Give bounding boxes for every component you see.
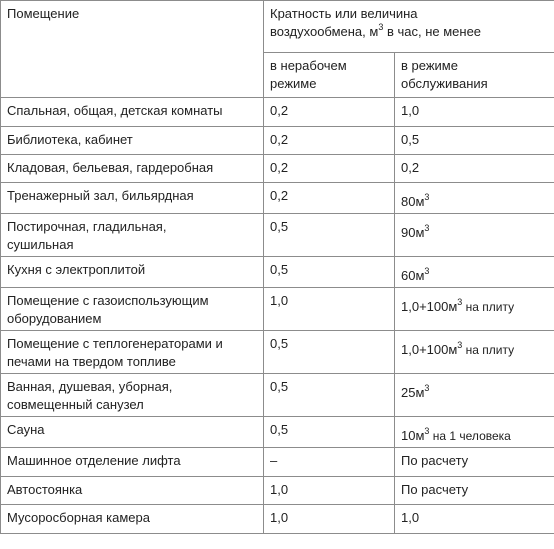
room-cell <box>1 374 264 417</box>
room-name-line2: печами на твердом топливе <box>7 354 176 369</box>
service-cell <box>395 374 554 417</box>
service-value: 10м <box>401 428 425 443</box>
service-cell <box>395 127 554 155</box>
header-nonworking-line2: режиме <box>270 76 317 91</box>
service-value: 1,0+100м <box>401 299 458 314</box>
room-name-line1: Автостоянка <box>7 482 83 497</box>
service-tail: на плиту <box>462 300 515 314</box>
room-name-line1: Кладовая, бельевая, гардеробная <box>7 160 214 175</box>
service-cell <box>395 505 554 534</box>
room-name-line1: Сауна <box>7 422 45 437</box>
room-name-line1: Машинное отделение лифта <box>7 453 181 468</box>
nonworking-value: 1,0 <box>270 482 289 497</box>
service-cell <box>395 448 554 477</box>
room-name-line1: Помещение с теплогенераторами и <box>7 336 223 351</box>
room-name-line1: Тренажерный зал, бильярдная <box>7 188 194 203</box>
nonworking-cell <box>264 183 395 214</box>
nonworking-cell <box>264 127 395 155</box>
table-row <box>1 98 554 127</box>
service-unit-sup: 3 <box>424 192 430 202</box>
table-row <box>1 331 554 374</box>
room-name-line1: Ванная, душевая, уборная, <box>7 379 173 394</box>
nonworking-value: 1,0 <box>270 293 289 308</box>
table-row <box>1 155 554 183</box>
service-unit-sup: 3 <box>457 340 463 350</box>
nonworking-value: 0,2 <box>270 160 289 175</box>
room-cell <box>1 257 264 288</box>
service-value: 0,5 <box>401 132 420 147</box>
nonworking-cell <box>264 257 395 288</box>
table-row <box>1 448 554 477</box>
header-row <box>1 1 554 53</box>
header-service <box>395 53 554 98</box>
service-unit-sup: 3 <box>424 426 430 436</box>
room-name-line1: Кухня с электроплитой <box>7 262 146 277</box>
service-value: 80м <box>401 194 425 209</box>
header-room <box>1 1 264 98</box>
table-row <box>1 257 554 288</box>
nonworking-cell <box>264 477 395 505</box>
table-row <box>1 183 554 214</box>
service-cell <box>395 288 554 331</box>
room-cell <box>1 98 264 127</box>
nonworking-cell <box>264 214 395 257</box>
service-value: 60м <box>401 268 425 283</box>
header-room-label: Помещение <box>7 6 80 21</box>
room-name-line1: Помещение с газоиспользующим <box>7 293 209 308</box>
service-value: 25м <box>401 385 425 400</box>
room-name-line1: Спальная, общая, детская комнаты <box>7 103 223 118</box>
room-cell <box>1 127 264 155</box>
nonworking-value: 0,5 <box>270 336 289 351</box>
table-row <box>1 288 554 331</box>
service-unit-sup: 3 <box>424 383 430 393</box>
nonworking-cell <box>264 417 395 448</box>
nonworking-value: 0,2 <box>270 188 289 203</box>
nonworking-value: – <box>270 453 278 468</box>
nonworking-cell <box>264 288 395 331</box>
nonworking-value: 0,2 <box>270 132 289 147</box>
service-cell <box>395 331 554 374</box>
table-row <box>1 214 554 257</box>
service-cell <box>395 98 554 127</box>
nonworking-value: 0,5 <box>270 379 289 394</box>
room-cell <box>1 288 264 331</box>
room-cell <box>1 417 264 448</box>
service-cell <box>395 214 554 257</box>
header-nonworking-line1: в нерабочем <box>270 58 347 73</box>
service-cell <box>395 477 554 505</box>
nonworking-value: 0,5 <box>270 219 289 234</box>
table-row <box>1 505 554 534</box>
service-value: 1,0 <box>401 510 420 525</box>
service-value: 0,2 <box>401 160 420 175</box>
room-cell <box>1 477 264 505</box>
service-value: 90м <box>401 225 425 240</box>
service-value: 1,0+100м <box>401 342 458 357</box>
header-nonworking <box>264 53 395 98</box>
nonworking-cell <box>264 374 395 417</box>
nonworking-cell <box>264 448 395 477</box>
service-cell <box>395 417 554 448</box>
service-cell <box>395 183 554 214</box>
room-cell <box>1 505 264 534</box>
room-name-line1: Мусоросборная камера <box>7 510 150 525</box>
service-value: По расчету <box>401 482 469 497</box>
header-rate-line1: Кратность или величина <box>270 6 418 21</box>
room-cell <box>1 214 264 257</box>
header-service-line2: обслуживания <box>401 76 488 91</box>
nonworking-value: 0,5 <box>270 262 289 277</box>
service-unit-sup: 3 <box>424 266 430 276</box>
room-name-line1: Постирочная, гладильная, <box>7 219 167 234</box>
nonworking-value: 0,2 <box>270 103 289 118</box>
table-row <box>1 477 554 505</box>
service-cell <box>395 155 554 183</box>
room-name-line2: сушильная <box>7 237 74 252</box>
header-rate <box>264 1 554 53</box>
header-rate-line2-post: в час, не менее <box>383 24 482 39</box>
nonworking-cell <box>264 331 395 374</box>
room-name-line2: совмещенный санузел <box>7 397 144 412</box>
room-cell <box>1 331 264 374</box>
table-row <box>1 374 554 417</box>
table-row <box>1 417 554 448</box>
nonworking-value: 1,0 <box>270 510 289 525</box>
service-unit-sup: 3 <box>424 223 430 233</box>
service-tail: на плиту <box>462 343 515 357</box>
room-cell <box>1 448 264 477</box>
room-cell <box>1 183 264 214</box>
header-rate-line2: воздухообмена, м <box>270 24 379 39</box>
nonworking-cell <box>264 98 395 127</box>
nonworking-cell <box>264 155 395 183</box>
room-name-line1: Библиотека, кабинет <box>7 132 133 147</box>
service-value: По расчету <box>401 453 469 468</box>
service-cell <box>395 257 554 288</box>
header-service-line1: в режиме <box>401 58 458 73</box>
service-tail: на 1 человека <box>429 429 511 443</box>
table-row <box>1 127 554 155</box>
service-unit-sup: 3 <box>457 297 463 307</box>
nonworking-cell <box>264 505 395 534</box>
header-rate-sup: 3 <box>378 22 384 32</box>
service-value: 1,0 <box>401 103 420 118</box>
nonworking-value: 0,5 <box>270 422 289 437</box>
room-name-line2: оборудованием <box>7 311 102 326</box>
room-cell <box>1 155 264 183</box>
